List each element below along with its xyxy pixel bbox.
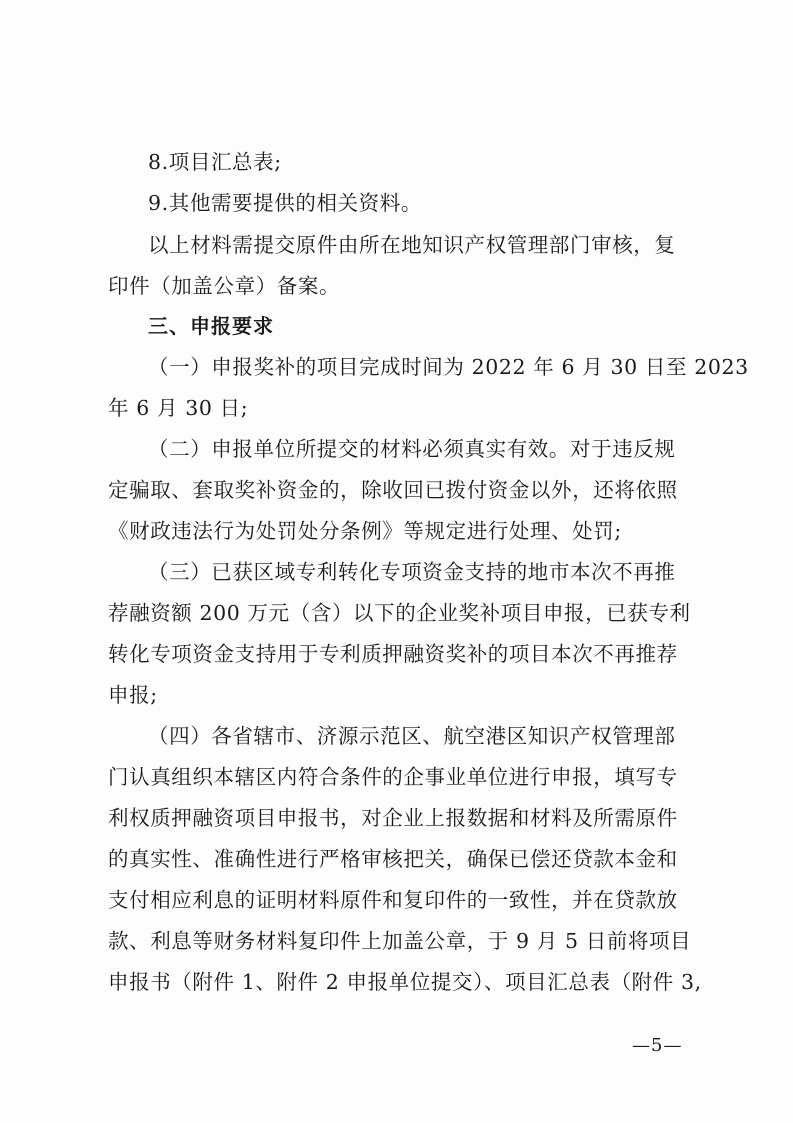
paragraph-line: （一）申报奖补的项目完成时间为 2022 年 6 月 30 日至 2023 [148, 355, 749, 379]
paragraph-line: 《财政违法行为处罚处分条例》等规定进行处理、处罚; [108, 519, 622, 543]
paragraph-line: 荐融资额 200 万元（含）以下的企业奖补项目申报，已获专利 [108, 601, 691, 625]
paragraph-line: 的真实性、准确性进行严格审核把关，确保已偿还贷款本金和 [108, 847, 678, 871]
paragraph-line: 利权质押融资项目申报书，对企业上报数据和材料及所需原件 [108, 806, 678, 830]
paragraph-line: 以上材料需提交原件由所在地知识产权管理部门审核，复 [148, 233, 676, 257]
paragraph-line: 转化专项资金支持用于专利质押融资奖补的项目本次不再推荐 [108, 642, 678, 666]
paragraph-line: 支付相应利息的证明材料原件和复印件的一致性，并在贷款放 [108, 888, 678, 912]
paragraph-line: 门认真组织本辖区内符合条件的企事业单位进行申报，填写专 [108, 765, 678, 789]
paragraph-line: 申报; [108, 683, 158, 707]
page-number: —5— [632, 1035, 683, 1056]
section-heading: 三、申报要求 [148, 314, 274, 338]
paragraph-line: 印件（加盖公章）备案。 [108, 274, 341, 298]
list-item-9: 9.其他需要提供的相关资料。 [148, 191, 422, 215]
paragraph-line: （二）申报单位所提交的材料必须真实有效。对于违反规 [148, 437, 676, 461]
paragraph-line: （三）已获区域专利转化专项资金支持的地市本次不再推 [148, 560, 676, 584]
paragraph-line: 定骗取、套取奖补资金的，除收回已拨付资金以外，还将依照 [108, 478, 678, 502]
paragraph-line: 款、利息等财务材料复印件上加盖公章，于 9 月 5 日前将项目 [108, 929, 692, 953]
list-item-8: 8.项目汇总表; [148, 150, 282, 174]
paragraph-line: （四）各省辖市、济源示范区、航空港区知识产权管理部 [148, 724, 676, 748]
paragraph-line: 年 6 月 30 日; [108, 396, 249, 420]
paragraph-line: 申报书（附件 1、附件 2 申报单位提交）、项目汇总表（附件 3, [108, 970, 702, 994]
